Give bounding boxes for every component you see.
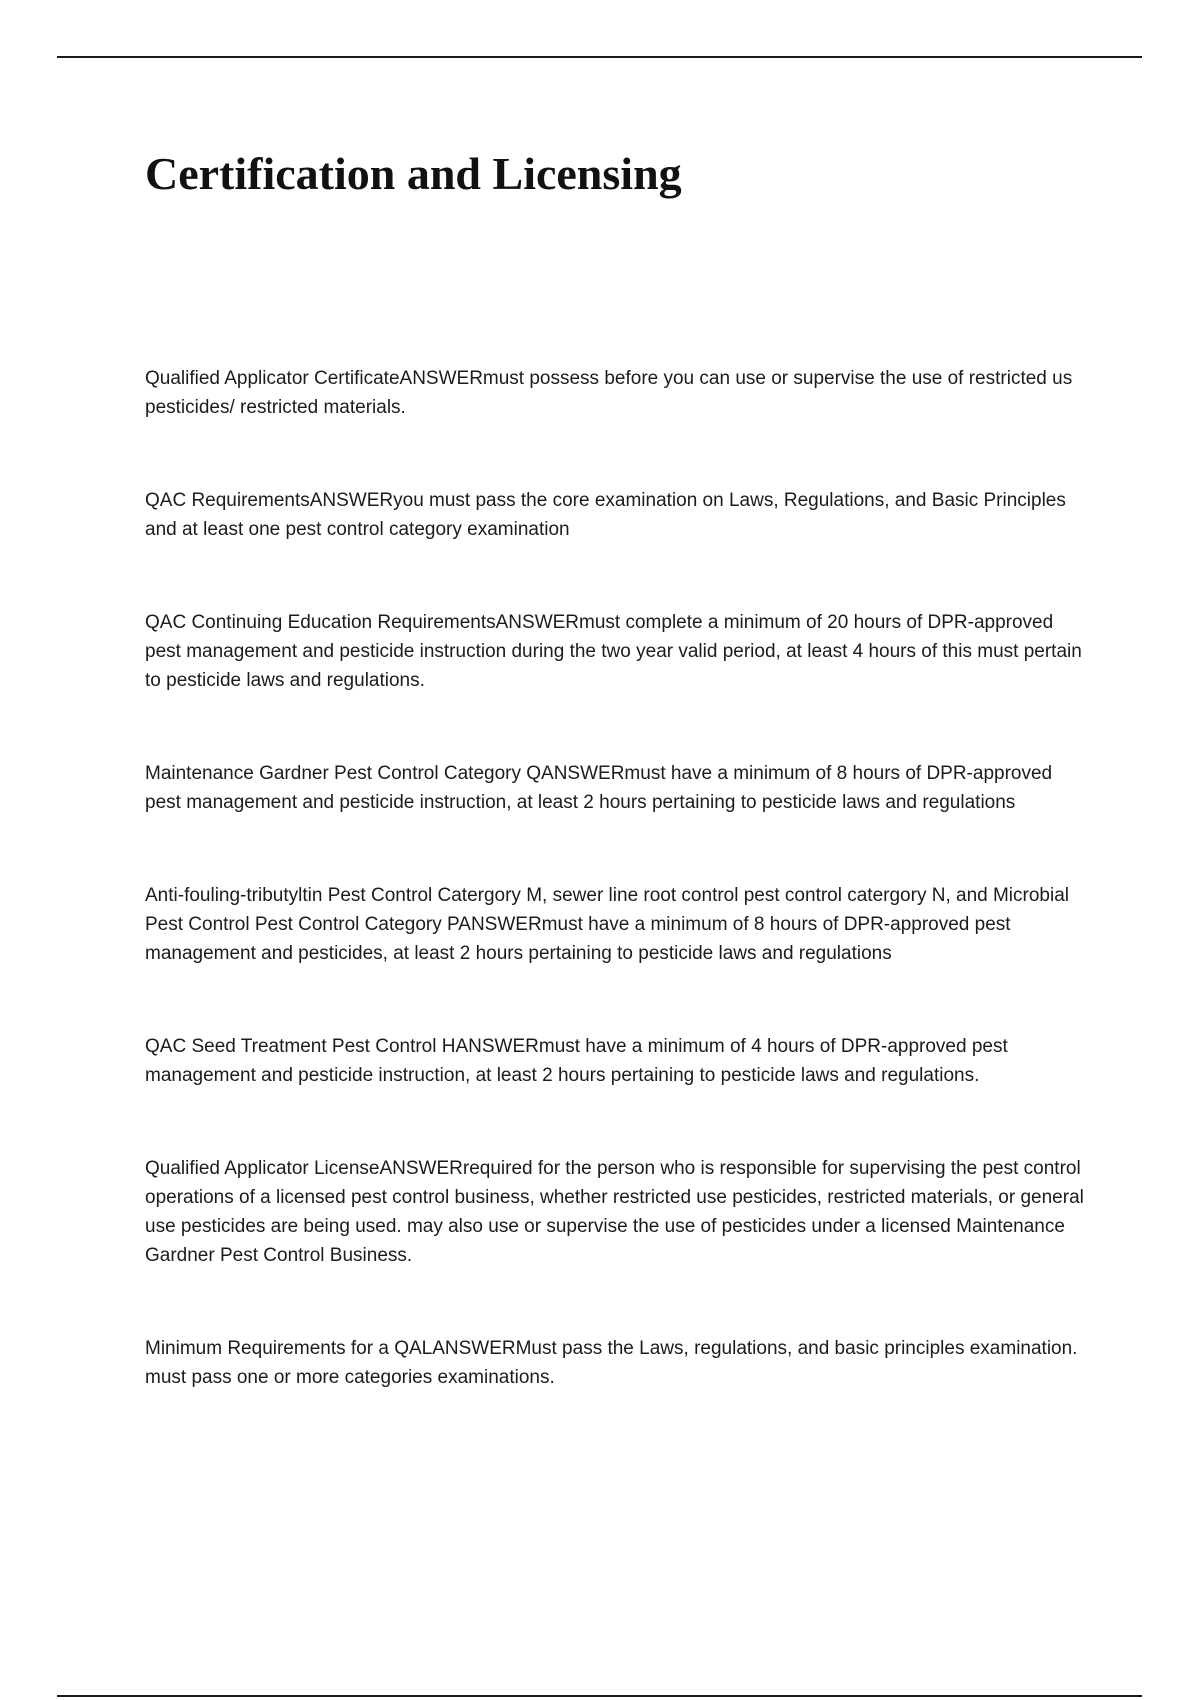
flashcard-entry: Qualified Applicator LicenseANSWERrequired for the person who is responsible for supervising the pest control operations of a licensed pest control business, whether restricted use pesticides, restricted materials, or general use pesticides are being used. may also use or supervise the use of pesticides under a licensed Maintenance Gardner Pest Control Business. (145, 1158, 1084, 1266)
flashcard-list (145, 364, 1090, 1456)
flashcard-entry: QAC Continuing Education RequirementsANSWERmust complete a minimum of 20 hours of DPR-approved pest management and pesticide instruction during the two year valid period, at least 4 hours of this must pertain to pesticide laws and regulations. (145, 612, 1082, 691)
flashcard-entry: Minimum Requirements for a QALANSWERMust pass the Laws, regulations, and basic principles examination. must pass one or more categories examinations. (145, 1338, 1078, 1388)
flashcard-entry: Maintenance Gardner Pest Control Category QANSWERmust have a minimum of 8 hours of DPR-approved pest management and pesticide instruction, at least 2 hours pertaining to pesticide laws and regulations (145, 763, 1053, 813)
flashcard-entry: Qualified Applicator CertificateANSWERmust possess before you can use or supervise the use of restricted us pesticides/ restricted materials. (145, 368, 1073, 418)
flashcard-entry: Anti-fouling-tributyltin Pest Control Catergory M, sewer line root control pest control catergory N, and Microbial Pest Control Pest Control Category PANSWERmust have a minimum of 8 hours of DPR-approved pest management and pesticides, at least 2 hours pertaining to pesticide laws and regulations (145, 885, 1069, 964)
flashcard-entry: QAC Seed Treatment Pest Control HANSWERmust have a minimum of 4 hours of DPR-approved pest management and pesticide instruction, at least 2 hours pertaining to pesticide laws and regulations. (145, 1036, 1008, 1086)
bottom-divider (57, 1695, 1142, 1697)
top-divider (57, 56, 1142, 58)
page-title: Certification and Licensing (145, 148, 682, 199)
flashcard-entry: QAC RequirementsANSWERyou must pass the core examination on Laws, Regulations, and Basic Principles and at least one pest control category examination (145, 490, 1066, 540)
